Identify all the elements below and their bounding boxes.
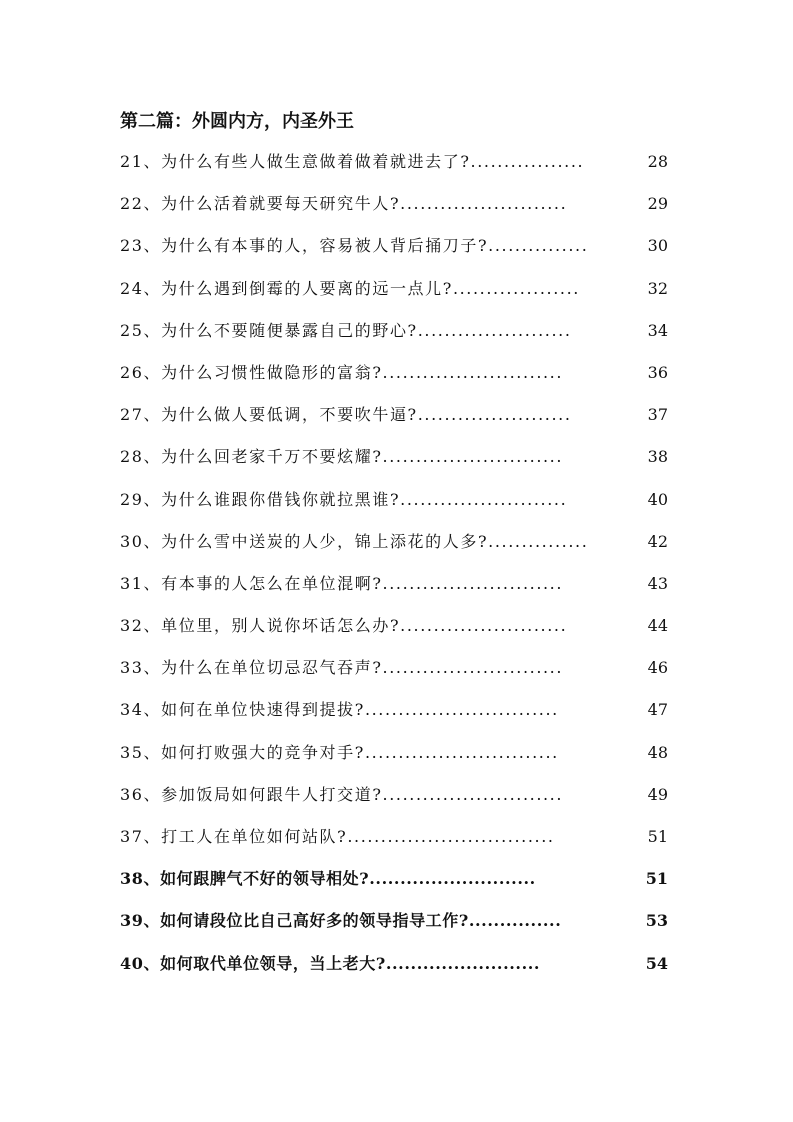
toc-entry[interactable] xyxy=(120,655,672,697)
table-of-contents xyxy=(120,149,672,993)
toc-entry-text: 30、为什么雪中送炭的人少，锦上添花的人多?............... xyxy=(120,531,589,551)
toc-entry[interactable] xyxy=(120,866,672,908)
toc-entry-text: 24、为什么遇到倒霉的人要离的远一点儿?................... xyxy=(120,278,580,298)
toc-page-number: 38 xyxy=(647,447,668,467)
toc-entry-text: 27、为什么做人要低调，不要吹牛逼?....................... xyxy=(120,405,572,425)
toc-entry[interactable] xyxy=(120,951,672,993)
toc-entry-text: 23、为什么有本事的人，容易被人背后捅刀子?............... xyxy=(120,236,589,256)
toc-entry-text: 22、为什么活着就要每天研究牛人?......................... xyxy=(120,194,568,214)
toc-entry[interactable] xyxy=(120,697,672,739)
toc-page-number: 51 xyxy=(645,869,668,889)
toc-entry-text: 36、参加饭局如何跟牛人打交道?........................... xyxy=(120,784,564,804)
toc-entry[interactable] xyxy=(120,908,672,950)
toc-entry-text: 31、有本事的人怎么在单位混啊?........................... xyxy=(120,573,564,593)
toc-page-number: 53 xyxy=(645,911,668,931)
toc-page-number: 30 xyxy=(647,236,668,256)
toc-page-number: 51 xyxy=(647,827,668,846)
toc-page-number: 29 xyxy=(647,194,668,214)
toc-entry[interactable] xyxy=(120,613,672,655)
toc-entry-text: 40、如何取代单位领导，当上老大?......................... xyxy=(120,953,541,973)
toc-entry[interactable] xyxy=(120,740,672,782)
toc-entry-text: 26、为什么习惯性做隐形的富翁?........................... xyxy=(120,362,564,382)
toc-entry[interactable] xyxy=(120,824,672,866)
toc-page-number: 42 xyxy=(647,531,668,551)
toc-entry[interactable] xyxy=(120,360,672,402)
toc-entry-text: 29、为什么谁跟你借钱你就拉黑谁?......................... xyxy=(120,489,568,509)
toc-page-number: 43 xyxy=(647,573,668,593)
toc-page-number: 34 xyxy=(647,320,668,340)
toc-entry-text: 39、如何请段位比自己高好多的领导指导工作?............... xyxy=(120,911,562,931)
toc-entry-text: 28、为什么回老家千万不要炫耀?........................... xyxy=(120,447,564,467)
toc-entry[interactable] xyxy=(120,318,672,360)
toc-entry-text: 32、单位里，别人说你坏话怎么办?......................... xyxy=(120,616,568,636)
toc-page-number: 40 xyxy=(647,489,668,509)
toc-entry[interactable] xyxy=(120,782,672,824)
toc-entry-text: 37、打工人在单位如何站队?............................... xyxy=(120,827,555,846)
toc-page-number: 32 xyxy=(647,278,668,298)
toc-page-number: 49 xyxy=(647,784,668,804)
toc-entry[interactable] xyxy=(120,276,672,318)
toc-entry-text: 35、如何打败强大的竞争对手?............................. xyxy=(120,742,559,762)
toc-entry-text: 38、如何跟脾气不好的领导相处?........................... xyxy=(120,869,536,889)
toc-entry[interactable] xyxy=(120,444,672,486)
toc-entry[interactable] xyxy=(120,529,672,571)
toc-page-number: 37 xyxy=(647,405,668,425)
toc-entry[interactable] xyxy=(120,487,672,529)
toc-page-number: 48 xyxy=(647,742,668,762)
toc-entry[interactable] xyxy=(120,402,672,444)
toc-page-number: 44 xyxy=(647,616,668,636)
toc-entry-text: 25、为什么不要随便暴露自己的野心?....................... xyxy=(120,320,572,340)
toc-page-number: 28 xyxy=(647,152,668,171)
toc-page-number: 46 xyxy=(647,658,668,678)
section-title: 第二篇：外圆内方，内圣外王 xyxy=(120,111,354,132)
toc-page-number: 47 xyxy=(647,700,668,720)
toc-entry[interactable] xyxy=(120,149,672,191)
toc-entry[interactable] xyxy=(120,191,672,233)
toc-entry-text: 34、如何在单位快速得到提拔?............................. xyxy=(120,700,559,720)
toc-page-number: 36 xyxy=(647,362,668,382)
toc-entry-text: 33、为什么在单位切忌忍气吞声?........................... xyxy=(120,658,564,678)
toc-entry[interactable] xyxy=(120,233,672,275)
toc-page-number: 54 xyxy=(645,953,668,973)
toc-entry[interactable] xyxy=(120,571,672,613)
toc-entry-text: 21、为什么有些人做生意做着做着就进去了?................. xyxy=(120,152,585,171)
